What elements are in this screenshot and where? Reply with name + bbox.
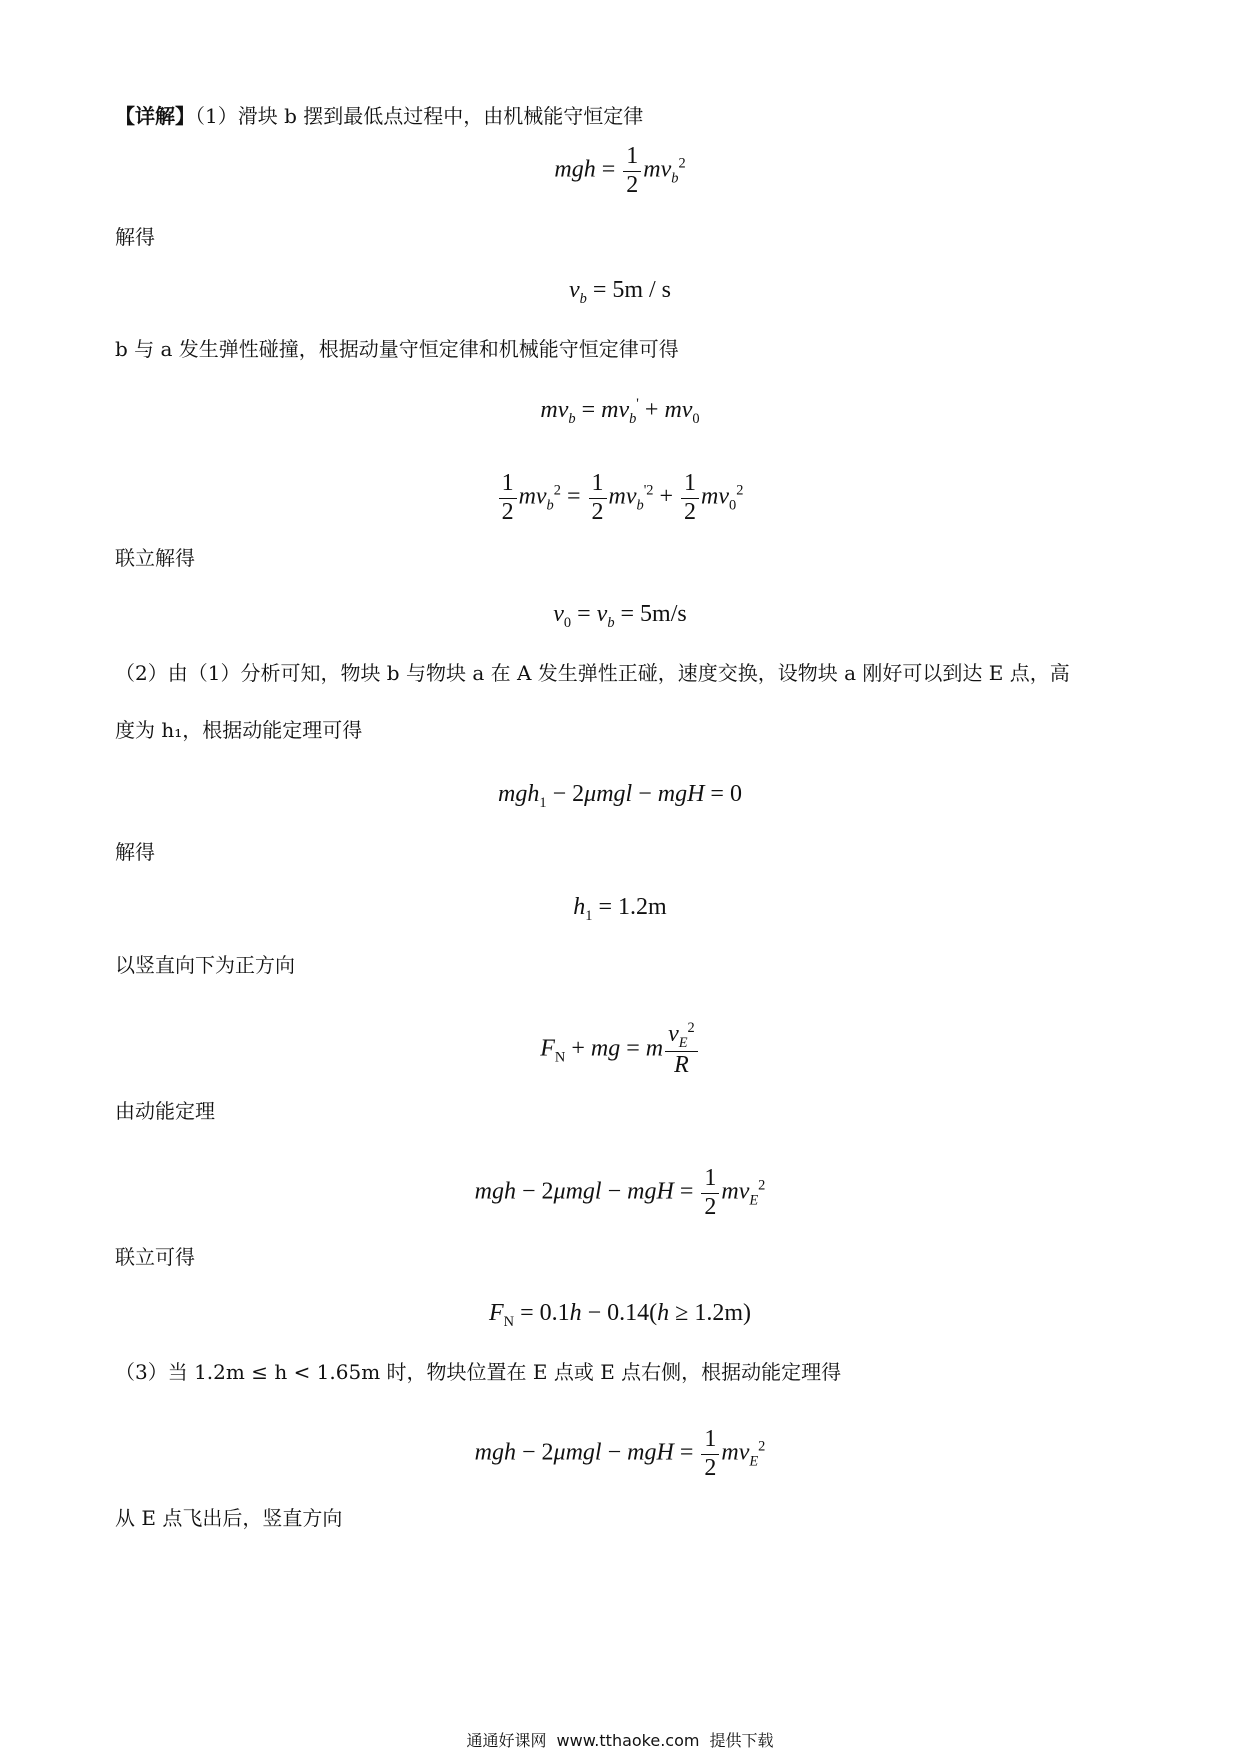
equation-2: $v_b = 5m / s$ <box>568 277 672 307</box>
footer-site-name: 通通好课网 <box>466 1731 547 1750</box>
paragraph-5: （2）由（1）分析可知，物块 b 与物块 a 在 A 发生弹性正碰，速度交换，设物块 a 刚好可以到达 E 点，高 <box>115 661 1070 685</box>
paragraph-12: 从 E 点飞出后，竖直方向 <box>115 1506 343 1530</box>
paragraph-8: 以竖直向下为正方向 <box>115 953 295 977</box>
equation-7: $h_1 = 1.2m$ <box>573 894 667 924</box>
detail-label: 【详解】 <box>115 104 195 128</box>
equation-10: $F_N = 0.1h - 0.14(h \ge 1.2m)$ <box>489 1300 751 1330</box>
paragraph-2: 解得 <box>115 225 155 249</box>
paragraph-11: （3）当 1.2m ≤ h < 1.65m 时，物块位置在 E 点或 E 点右侧，根据动能定理得 <box>115 1360 842 1384</box>
paragraph-1 <box>115 101 643 131</box>
paragraph-4: 联立解得 <box>115 546 195 570</box>
footer-tail: 提供下载 <box>709 1731 774 1750</box>
page-footer <box>0 1728 1240 1751</box>
equation-6: mgh$_1$ − 2μmgl − mgH = 0 <box>498 781 742 811</box>
paragraph-10: 联立可得 <box>115 1245 195 1269</box>
paragraph-7: 解得 <box>115 840 155 864</box>
equation-5: $v_0 = v_b = 5m/s$ <box>553 601 687 631</box>
footer-url[interactable]: www.tthaoke.com <box>556 1731 700 1750</box>
paragraph-9: 由动能定理 <box>115 1099 215 1123</box>
equation-3: $mv_b = mv_b' + mv_0$ <box>540 396 700 427</box>
equation-11: mgh − 2μmgl − mgH = $\frac{1}{2}$ $mv_E^2$ <box>474 1426 766 1481</box>
paragraph-3: b 与 a 发生弹性碰撞，根据动量守恒定律和机械能守恒定律可得 <box>115 337 679 361</box>
equation-1: mgh = $\frac{1}{2}$ $mv_b^2$ <box>554 143 686 198</box>
paragraph-6: 度为 h₁，根据动能定理可得 <box>115 718 363 742</box>
equation-9: mgh − 2μmgl − mgH = $\frac{1}{2}$ $mv_E^2$ <box>474 1165 766 1220</box>
equation-4: $\frac{1}{2}$ $mv_b^2$ = $\frac{1}{2}$ $mv_b^{'2}$ + $\frac{1}{2}$ $mv_0^2$ <box>0 470 1240 526</box>
paragraph-1-text: （1）滑块 b 摆到最低点过程中，由机械能守恒定律 <box>195 104 644 128</box>
equation-8: $F_N$ + mg = m $\frac{v_E^2}{R}$ <box>0 1020 1240 1080</box>
